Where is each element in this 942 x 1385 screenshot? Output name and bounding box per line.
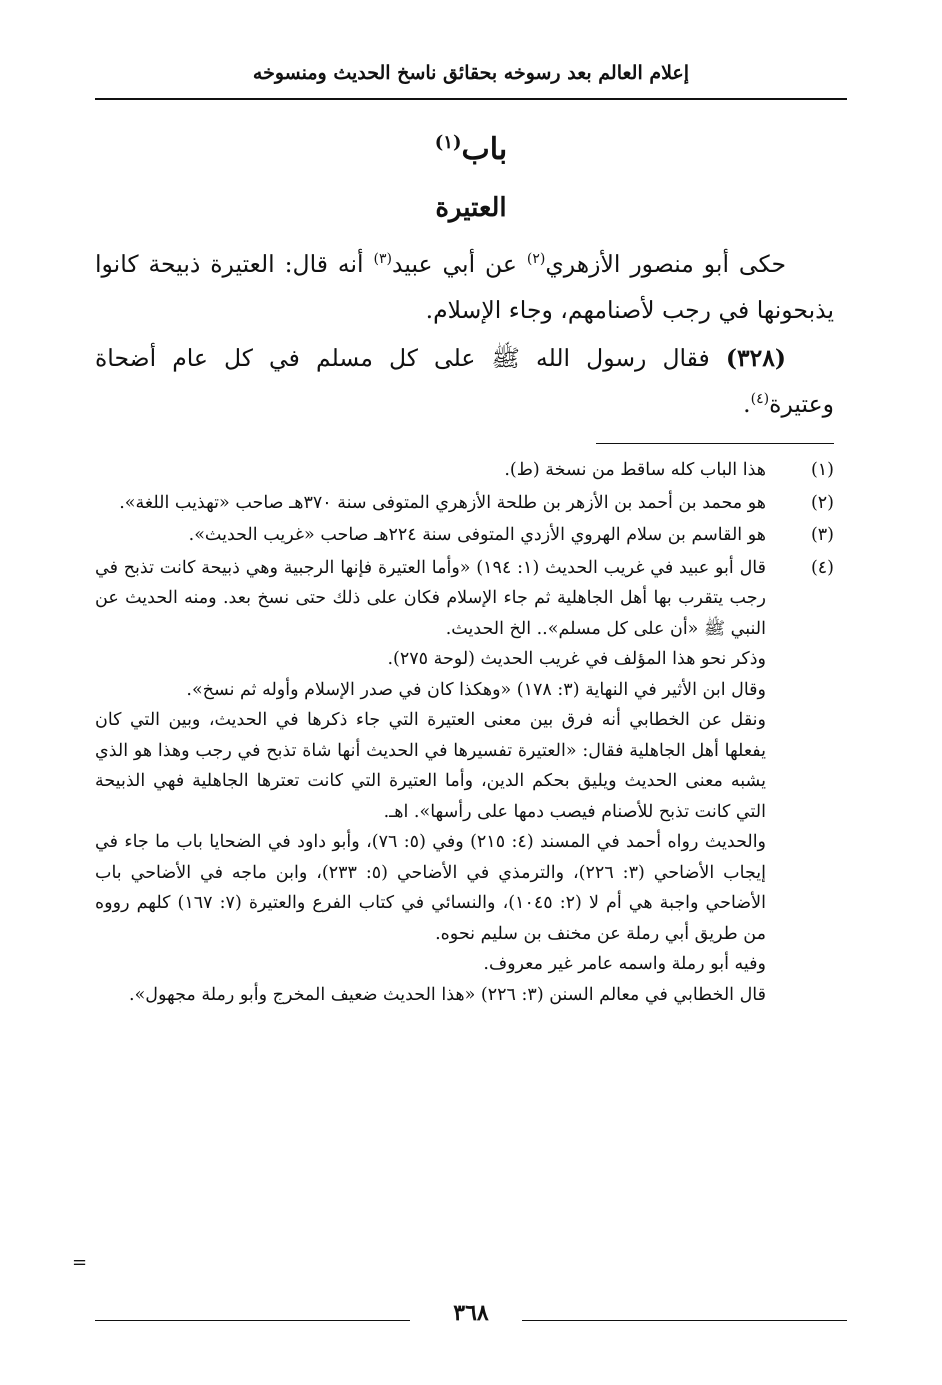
footnote-continuation: وذكر نحو هذا المؤلف في غريب الحديث (لوحة ٢٧٥).	[387, 649, 766, 669]
footer-rule-right	[522, 1320, 847, 1321]
running-header: إعلام العالم بعد رسوخه بحقائق ناسخ الحديث ومنسوخه	[252, 62, 690, 84]
footnote-item	[95, 520, 834, 551]
hadith-paragraph	[95, 335, 834, 427]
footnote-number: (٤)	[810, 557, 834, 578]
footnote-item	[95, 455, 834, 486]
header-rule	[95, 98, 847, 100]
footnote-ref-4: (٤)	[750, 391, 770, 408]
main-text	[95, 241, 834, 427]
intro-paragraph	[95, 241, 834, 333]
footnote-separator	[596, 443, 834, 444]
hadith-end: .	[743, 390, 751, 418]
intro-text-part3: أنه قال: العتيرة ذبيحة كانوا يذبحونها في رجب لأصنامهم، وجاء الإسلام.	[95, 250, 834, 324]
footnote-continuation: والحديث رواه أحمد في المسند (٤: ٢١٥) وفي (٥: ٧٦)، وأبو داود في الضحايا باب ما جاء في إيجاب الأضاحي (٣: ٢٢٦)، والترمذي في الأضاحي (٥: ٢٣٣)، وابن ماجه في الأضاحي باب الأضاحي واجبة هي أم لا (٢: ١٠٤٥)، والنسائي في كتاب الفرع والعتيرة (٧: ١٦٧) كلهم رووه من طريق أبي رملة عن مخنف بن سليم نحوه.	[95, 832, 767, 944]
footnote-number: (٢)	[810, 492, 834, 513]
chapter-title-text: باب	[461, 132, 508, 167]
page-number: ٣٦٨	[453, 1300, 489, 1326]
hadith-number: (٣٢٨)	[725, 344, 786, 372]
chapter-title	[95, 132, 847, 167]
footnote-text: هو القاسم بن سلام الهروي الأزدي المتوفى سنة ٢٢٤هـ صاحب «غريب الحديث».	[188, 525, 766, 545]
footnote-text: هذا الباب كله ساقط من نسخة (ط).	[504, 460, 766, 480]
section-title: العتيرة	[435, 193, 507, 223]
footnote-number: (٣)	[810, 525, 834, 545]
footnote-ref-2: (٢)	[526, 251, 546, 268]
footnote-ref-3: (٣)	[373, 251, 393, 268]
footnote-text: قال أبو عبيد في غريب الحديث (١: ١٩٤) «وأما العتيرة فإنها الرجبية وهي ذبيحة كانت تذبح في رجب يتقرب بها أهل الجاهلية ثم جاء الإسلام فكان على ذلك حتى نسخ بعد. ومنه الحديث عن النبي ﷺ «أن على كل مسلم».. الخ الحديث.	[95, 557, 766, 639]
footnote-continuation: ونقل عن الخطابي أنه فرق بين معنى العتيرة التي جاء ذكرها في الحديث، وبين التي كان يفعلها أهل الجاهلية فقال: «العتيرة تفسيرها في الحديث أنها شاة تذبح في رجب وهذا هو الذي يشبه معنى الحديث ويليق بحكم الدين، وأما العتيرة التي كانت تعترها الجاهلية فهي الذبيحة التي كانت تذبح للأصنام فيصب دمها على رأسها». اهـ.	[95, 710, 766, 822]
intro-text-part1: حكى أبو منصور الأزهري	[545, 250, 786, 278]
footnote-text: هو محمد بن أحمد بن الأزهر بن طلحة الأزهري المتوفى سنة ٣٧٠هـ صاحب «تهذيب اللغة».	[119, 492, 766, 513]
footnote-continuation: وفيه أبو رملة واسمه عامر غير معروف.	[483, 954, 766, 974]
footnotes	[95, 455, 834, 1012]
footnote-continuation: قال الخطابي في معالم السنن (٣: ٢٢٦) «هذا الحديث ضعيف المخرج وأبو رملة مجهول».	[129, 984, 766, 1005]
footnote-item	[95, 553, 834, 1011]
intro-text-part2: عن أبي عبيد	[392, 250, 527, 278]
continuation-mark: =	[72, 1252, 88, 1273]
footnote-continuation: وقال ابن الأثير في النهاية (٣: ١٧٨) «وهكذا كان في صدر الإسلام وأوله ثم نسخ».	[186, 679, 766, 700]
footnote-item	[95, 488, 834, 519]
footnote-number: (١)	[810, 460, 834, 480]
footnote-ref-1: (١)	[434, 132, 462, 153]
page-footer	[95, 1290, 847, 1330]
hadith-text: فقال رسول الله ﷺ على كل مسلم في كل عام أضحاة وعتيرة	[95, 344, 834, 418]
